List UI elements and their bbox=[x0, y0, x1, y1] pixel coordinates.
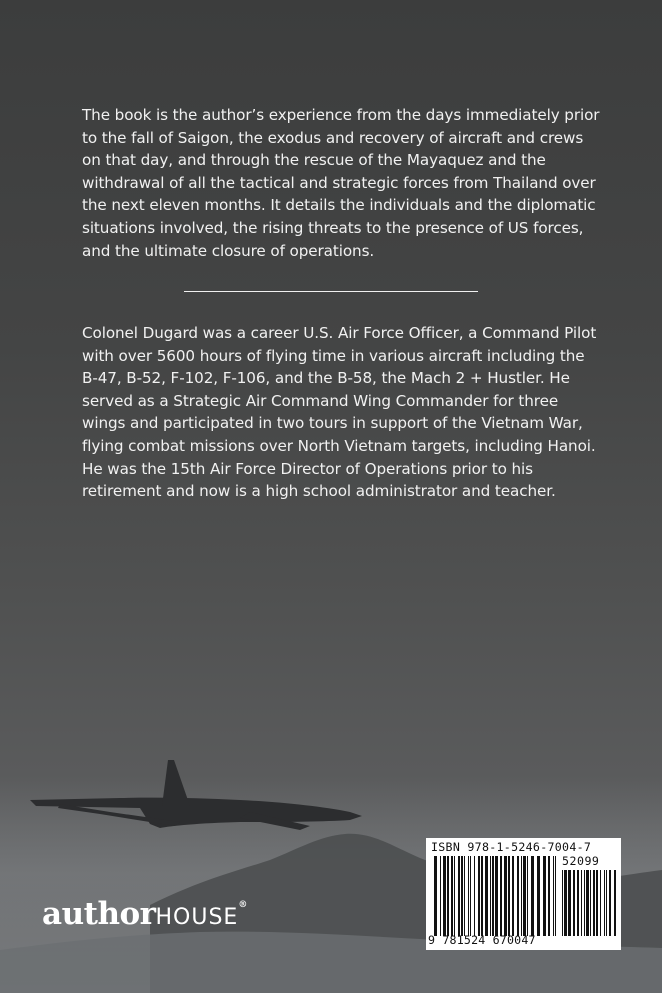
barcode-bar bbox=[461, 856, 463, 936]
barcode-bar bbox=[495, 856, 498, 936]
barcode-bar bbox=[568, 870, 571, 936]
barcode-bar bbox=[606, 870, 607, 936]
barcode-bar bbox=[454, 856, 455, 936]
barcode-bar bbox=[586, 870, 589, 936]
isbn-text: ISBN 978-1-5246-7004-7 bbox=[431, 840, 592, 854]
barcode-bar bbox=[604, 870, 605, 936]
barcode-bar bbox=[596, 870, 598, 936]
blurb-paragraph-author-bio: Colonel Dugard was a career U.S. Air Force Officer, a Command Pilot with over 5600 hours of flying time in various aircraft including the B-47, B-52, F-102, F-106, and the B-58, the Mach 2 + Hustler. He served as a Strategic Air Command Wing Commander for three wings and participated in two tours in support of the Vietnam War, flying combat missions over North Vietnam targets, including Hanoi. He was the 15th Air Force Director of Operations prior to his retirement and now is a high school administrator and teacher. bbox=[82, 324, 597, 501]
barcode-bar bbox=[434, 856, 437, 936]
barcode-bar bbox=[548, 856, 550, 936]
barcode-bar bbox=[590, 870, 591, 936]
barcode-bar bbox=[581, 870, 582, 936]
ean-barcode-bars bbox=[434, 856, 556, 936]
barcode-bar bbox=[440, 856, 441, 936]
barcode-bar bbox=[481, 856, 483, 936]
barcode-bar bbox=[573, 870, 575, 936]
authorhouse-logo bbox=[42, 896, 247, 932]
barcode-bar bbox=[543, 856, 546, 936]
barcode-bar bbox=[577, 870, 579, 936]
barcode-bar bbox=[470, 856, 471, 936]
barcode-bar bbox=[614, 870, 616, 936]
barcode-bar bbox=[600, 870, 601, 936]
logo-part-house: HOUSE bbox=[155, 905, 239, 930]
barcode-bar bbox=[537, 856, 540, 936]
barcode-bar bbox=[492, 856, 494, 936]
isbn-barcode bbox=[426, 838, 621, 950]
logo-part-author: author bbox=[42, 896, 156, 932]
barcode-bar bbox=[468, 856, 469, 936]
barcode-bar bbox=[490, 856, 491, 936]
barcode-bar bbox=[500, 856, 502, 936]
barcode-bar bbox=[553, 856, 554, 936]
blurb-paragraph-book-summary: The book is the author’s experience from the days immediately prior to the fall of Saigon, the exodus and recovery of aircraft and crews on that day, and through the rescue of the Mayaquez and the withdrawal of all the tactical and strategic forces from Thailand over the next eleven months. It details the individuals and the diplomatic situations involved, the rising threats to the presence of US forces, and the ultimate closure of operations. bbox=[82, 106, 600, 260]
barcode-bar bbox=[478, 856, 480, 936]
barcode-bar bbox=[523, 856, 526, 936]
barcode-bar bbox=[447, 856, 449, 936]
barcode-bar bbox=[443, 856, 446, 936]
barcode-bar bbox=[593, 870, 595, 936]
section-divider bbox=[184, 291, 478, 292]
barcode-bar bbox=[474, 856, 475, 936]
barcode-bar bbox=[464, 856, 465, 936]
barcode-bar bbox=[508, 856, 510, 936]
barcode-bar bbox=[555, 856, 556, 936]
barcode-bar bbox=[485, 856, 488, 936]
barcode-bar bbox=[527, 856, 528, 936]
ean-digits: 9 781524 670047 bbox=[428, 933, 536, 947]
barcode-bar bbox=[584, 870, 585, 936]
barcode-bar bbox=[609, 870, 611, 936]
barcode-bar bbox=[451, 856, 453, 936]
barcode-bar bbox=[531, 856, 534, 936]
barcode-bar bbox=[521, 856, 522, 936]
barcode-bar bbox=[512, 856, 514, 936]
barcode-bar bbox=[562, 870, 563, 936]
registered-mark: ® bbox=[238, 900, 247, 910]
addon-barcode-bars bbox=[562, 870, 616, 936]
barcode-bar bbox=[458, 856, 460, 936]
barcode-addon-code: 52099 bbox=[562, 854, 600, 868]
barcode-bar bbox=[517, 856, 519, 936]
barcode-bar bbox=[564, 870, 567, 936]
barcode-bar bbox=[504, 856, 507, 936]
